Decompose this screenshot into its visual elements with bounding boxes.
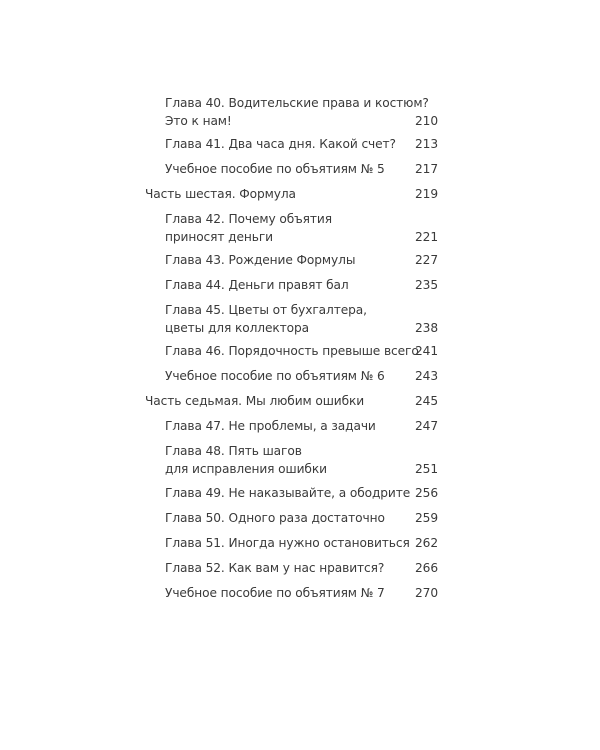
entry-title: [165, 94, 429, 130]
entry-page-number: 241: [415, 344, 438, 358]
entry-page-number: 243: [415, 369, 438, 383]
entry-title: [165, 210, 332, 246]
entry-title-line: Это к нам!: [165, 114, 232, 128]
entry-title-line: Глава 49. Не наказывайте, а ободрите: [165, 486, 411, 500]
entry-title: [165, 367, 385, 385]
entry-title: [165, 135, 396, 153]
entry-page-number: 270: [415, 586, 438, 600]
entry-title-line: Учебное пособие по объятиям № 7: [165, 586, 385, 600]
entry-title: [165, 559, 384, 577]
entry-page-number: 251: [415, 462, 438, 476]
entry-page-number: 227: [415, 253, 438, 267]
entry-page-number: 266: [415, 561, 438, 575]
entry-title: [165, 417, 376, 435]
entry-title-line: Учебное пособие по объятиям № 5: [165, 162, 385, 176]
toc-entry: [145, 210, 438, 250]
entry-title-line: Глава 47. Не проблемы, а задачи: [165, 419, 376, 433]
entry-page-number: 219: [415, 187, 438, 201]
entry-title-line: Часть седьмая. Мы любим ошибки: [145, 394, 365, 408]
toc-entry: [145, 301, 438, 341]
entry-page-number: 221: [415, 230, 438, 244]
entry-title-line: Глава 46. Порядочность превыше всего: [165, 344, 419, 358]
entry-title-line: приносят деньги: [165, 230, 273, 244]
entry-title: [165, 484, 410, 502]
entry-page-number: 238: [415, 321, 438, 335]
entry-page-number: 217: [415, 162, 438, 176]
entry-title-line: цветы для коллектора: [165, 321, 310, 335]
entry-title-line: Глава 45. Цветы от бухгалтера,: [165, 303, 367, 317]
entry-page-number: 262: [415, 536, 438, 550]
entry-title-line: для исправления ошибки: [165, 462, 327, 476]
entry-title-line: Учебное пособие по объятиям № 6: [165, 369, 385, 383]
entry-title: [165, 442, 327, 478]
entry-title: [165, 509, 385, 527]
entry-title: [165, 276, 349, 294]
entry-page-number: 210: [415, 114, 438, 128]
entry-title: [145, 392, 364, 410]
toc-entry: [145, 442, 438, 482]
toc-entry: [145, 94, 438, 134]
entry-title: [165, 584, 385, 602]
toc-entry: [145, 584, 438, 624]
entry-title-line: Глава 40. Водительские права и костюм?: [165, 96, 429, 110]
entry-page-number: 213: [415, 137, 438, 151]
entry-title: [165, 342, 419, 360]
entry-title-line: Глава 44. Деньги правят бал: [165, 278, 349, 292]
entry-page-number: 247: [415, 419, 438, 433]
entry-page-number: 235: [415, 278, 438, 292]
entry-title-line: Глава 50. Одного раза достаточно: [165, 511, 385, 525]
entry-title: [145, 185, 296, 203]
entry-page-number: 245: [415, 394, 438, 408]
entry-title: [165, 301, 367, 337]
entry-title-line: Глава 48. Пять шагов: [165, 444, 302, 458]
entry-title-line: Глава 52. Как вам у нас нравится?: [165, 561, 385, 575]
entry-title-line: Глава 43. Рождение Формулы: [165, 253, 356, 267]
entry-title-line: Часть шестая. Формула: [145, 187, 296, 201]
entry-title-line: Глава 41. Два часа дня. Какой счет?: [165, 137, 396, 151]
entry-title: [165, 251, 355, 269]
entry-title: [165, 160, 385, 178]
entry-title: [165, 534, 410, 552]
entry-page-number: 256: [415, 486, 438, 500]
entry-title-line: Глава 42. Почему объятия: [165, 212, 332, 226]
entry-title-line: Глава 51. Иногда нужно остановиться: [165, 536, 410, 550]
entry-page-number: 259: [415, 511, 438, 525]
